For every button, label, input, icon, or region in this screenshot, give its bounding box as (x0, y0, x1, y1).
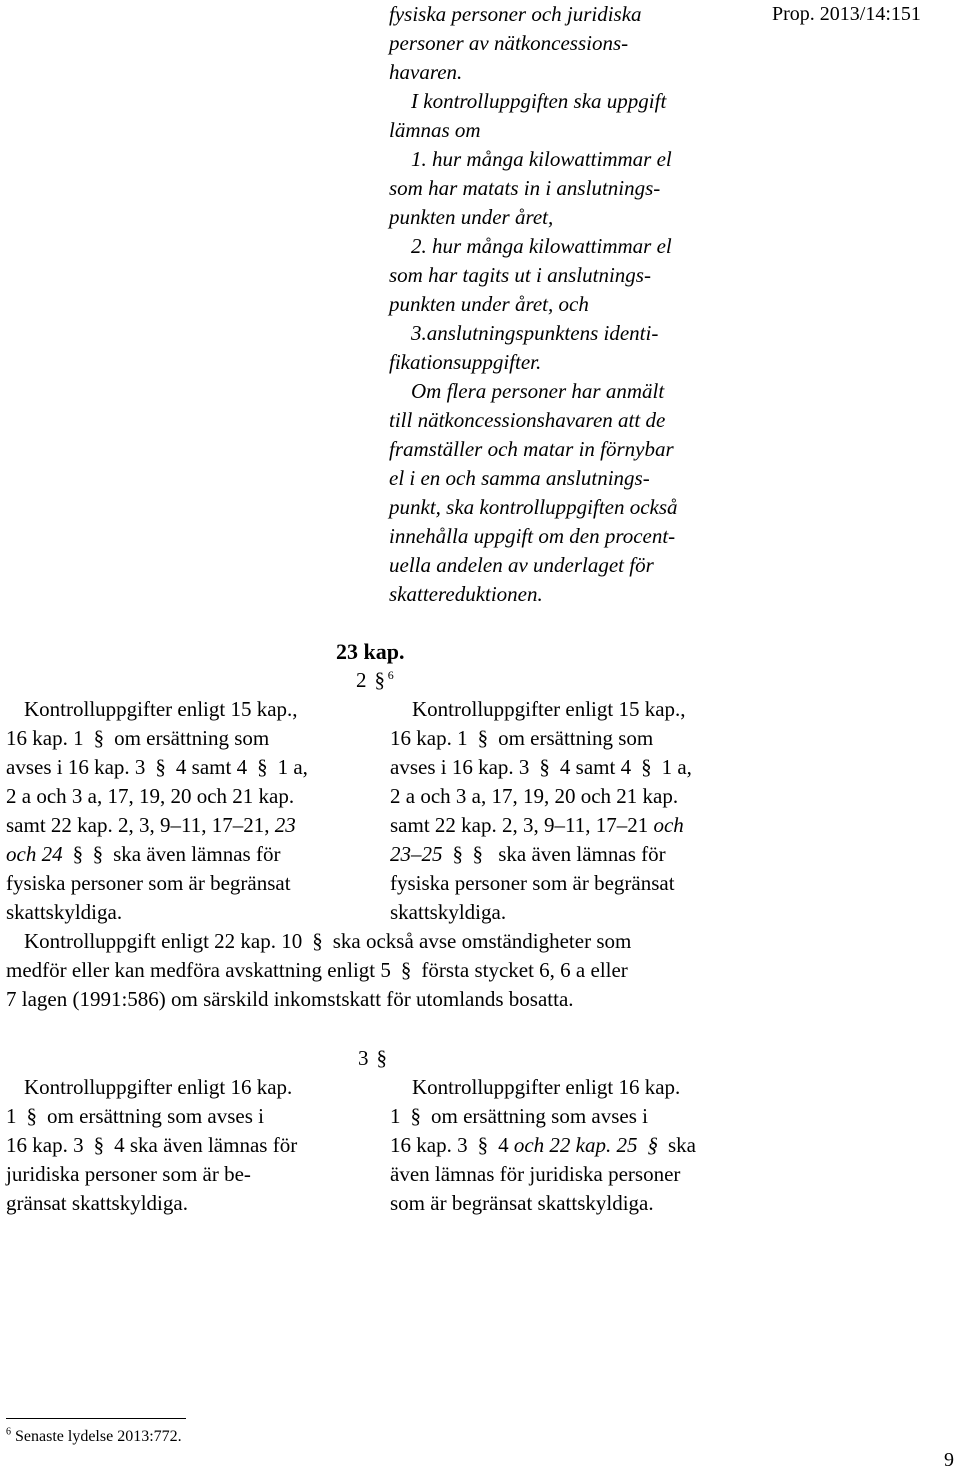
footnote (6, 1426, 182, 1448)
text-line: till nätkoncessionshavaren att de (389, 408, 666, 432)
text-line: lämnas om (389, 118, 481, 142)
text-line: skattereduktionen. (389, 582, 543, 606)
text-fragment: 1 a, (277, 755, 308, 779)
text-line: Kontrolluppgifter enligt 15 kap., (24, 697, 298, 721)
text-line (6, 753, 368, 782)
section-sign-icon (535, 753, 555, 782)
text-line: även lämnas för juridiska personer (390, 1162, 681, 1186)
text-fragment: 16 kap. 1 (6, 726, 84, 750)
text-fragment: om ersättning som avses i (431, 1104, 648, 1128)
text-fragment: om ersättning som avses i (47, 1104, 264, 1128)
text-line: som har matats in i anslutnings- (389, 176, 661, 200)
proposed-text-column (390, 1073, 752, 1218)
text-line (6, 927, 751, 956)
section-sign-icon (396, 956, 416, 985)
text-line: 2 a och 3 a, 17, 19, 20 och 21 kap. (6, 784, 295, 808)
text-fragment: samt 22 kap. 2, 3, 9–11, 17–21 (390, 813, 649, 837)
text-line: 7 lagen (1991:586) om särskild inkomstskatt för utomlands bosatta. (6, 987, 574, 1011)
footnote-reference: 6 (387, 668, 394, 682)
text-line: fysiska personer som är begränsat (6, 871, 291, 895)
text-line (390, 811, 752, 840)
current-text-column (6, 1073, 368, 1218)
text-line: fysiska personer som är begränsat (390, 871, 675, 895)
section-sign-icon (473, 724, 493, 753)
paragraph-heading (358, 1044, 390, 1073)
text-line: 2. hur många kilowattimmar el (411, 234, 672, 258)
text-fragment: avses i 16 kap. 3 (6, 755, 146, 779)
text-line: el i en och samma anslutnings- (389, 466, 650, 490)
text-line: Kontrolluppgifter enligt 16 kap. (24, 1075, 293, 1099)
text-fragment: avses i 16 kap. 3 (390, 755, 530, 779)
text-line: som har tagits ut i anslutnings- (389, 263, 651, 287)
text-line (390, 1131, 752, 1160)
italic-fragment: och (653, 813, 684, 837)
section-sign-icon (636, 753, 656, 782)
text-line (390, 840, 752, 869)
text-line (6, 724, 368, 753)
paragraph-heading (356, 666, 394, 695)
text-line: 1. hur många kilowattimmar el (411, 147, 672, 171)
section-sign-icon (151, 753, 171, 782)
italic-fragment: 23–25 (390, 842, 443, 866)
text-fragment: 1 (6, 1104, 17, 1128)
text-fragment: ska (667, 1133, 696, 1157)
paragraph-number: 3 (358, 1046, 369, 1070)
prop-reference: Prop. 2013/14:151 (772, 3, 921, 25)
text-line: Kontrolluppgifter enligt 15 kap., (412, 697, 686, 721)
text-line (390, 1102, 752, 1131)
text-line: personer av nätkoncessions- (389, 31, 629, 55)
section-sign-icon (374, 1044, 390, 1073)
page-number: 9 (944, 1449, 954, 1471)
text-fragment: ska också avse omständigheter som (332, 929, 632, 953)
text-line: skattskyldiga. (390, 900, 507, 924)
section-sign-icon (468, 840, 488, 869)
text-fragment: 4 samt 4 (175, 755, 248, 779)
text-fragment: Kontrolluppgift enligt 22 kap. 10 (24, 929, 303, 953)
section-sign-icon (88, 840, 108, 869)
text-line: fikationsuppgifter. (389, 350, 542, 374)
text-line: I kontrolluppgiften ska uppgift (411, 89, 667, 113)
text-line: Kontrolluppgifter enligt 16 kap. (412, 1075, 681, 1099)
text-fragment: om ersättning som (114, 726, 270, 750)
text-fragment: 4 samt 4 (559, 755, 632, 779)
italic-fragment: och 22 kap. 25 (513, 1133, 638, 1157)
text-line: innehålla uppgift om den procent- (389, 524, 676, 548)
footnote-number: 6 (6, 1426, 11, 1438)
section-sign-icon (307, 927, 327, 956)
section-sign-icon (448, 840, 468, 869)
text-line: Om flera personer har anmält (411, 379, 665, 403)
chapter-heading: 23 kap. (336, 639, 405, 664)
section-sign-icon (473, 1131, 493, 1160)
section-sign-icon (22, 1102, 42, 1131)
proposed-text-column (390, 695, 752, 927)
text-line: punkten under året, och (389, 292, 589, 316)
footnote-separator (6, 1418, 186, 1419)
text-fragment: 1 (390, 1104, 401, 1128)
section-sign-icon (643, 1131, 663, 1160)
text-line: fysiska personer och juridiska (389, 2, 642, 26)
text-line (6, 840, 368, 869)
italic-fragment: och 24 (6, 842, 63, 866)
text-fragment: samt 22 kap. 2, 3, 9–11, 17–21, (6, 813, 270, 837)
shared-text-paragraph (6, 927, 751, 1014)
text-line (6, 1131, 368, 1160)
text-fragment: 16 kap. 1 (390, 726, 468, 750)
footnote-text: Senaste lydelse 2013:772. (15, 1428, 182, 1445)
section-sign-icon (406, 1102, 426, 1131)
text-line (6, 811, 368, 840)
text-line (390, 724, 752, 753)
text-fragment: ska även lämnas för (113, 842, 281, 866)
section-sign-icon (372, 666, 388, 695)
text-fragment: 1 a, (661, 755, 692, 779)
text-line: havaren. (389, 60, 463, 84)
text-line: gränsat skattskyldiga. (6, 1191, 188, 1215)
text-line: som är begränsat skattskyldiga. (390, 1191, 654, 1215)
text-fragment: medför eller kan medföra avskattning enligt 5 (6, 958, 391, 982)
section-sign-icon (252, 753, 272, 782)
text-fragment: ska även lämnas för (498, 842, 666, 866)
text-line: framställer och matar in förnybar (389, 437, 674, 461)
text-line: 3.anslutningspunktens identi- (411, 321, 659, 345)
text-line: punkten under året, (389, 205, 554, 229)
text-fragment: om ersättning som (498, 726, 654, 750)
text-fragment: 16 kap. 3 (390, 1133, 468, 1157)
text-line: punkt, ska kontrolluppgiften också (389, 495, 678, 519)
text-line: skattskyldiga. (6, 900, 123, 924)
text-fragment: 4 ska även lämnas för (114, 1133, 298, 1157)
text-line: uella andelen av underlaget för (389, 553, 654, 577)
section-sign-icon (68, 840, 88, 869)
text-line: juridiska personer som är be- (6, 1162, 251, 1186)
text-fragment: 16 kap. 3 (6, 1133, 84, 1157)
section-sign-icon (89, 1131, 109, 1160)
text-fragment: första stycket 6, 6 a eller (421, 958, 628, 982)
text-line: 2 a och 3 a, 17, 19, 20 och 21 kap. (390, 784, 679, 808)
current-text-column (6, 695, 368, 927)
section-sign-icon (89, 724, 109, 753)
text-line (6, 956, 751, 985)
top-right-text-block (389, 0, 747, 609)
text-line (390, 753, 752, 782)
paragraph-number: 2 (356, 668, 367, 692)
text-line (6, 1102, 368, 1131)
text-fragment: 4 (498, 1133, 509, 1157)
italic-fragment: 23 (274, 813, 296, 837)
